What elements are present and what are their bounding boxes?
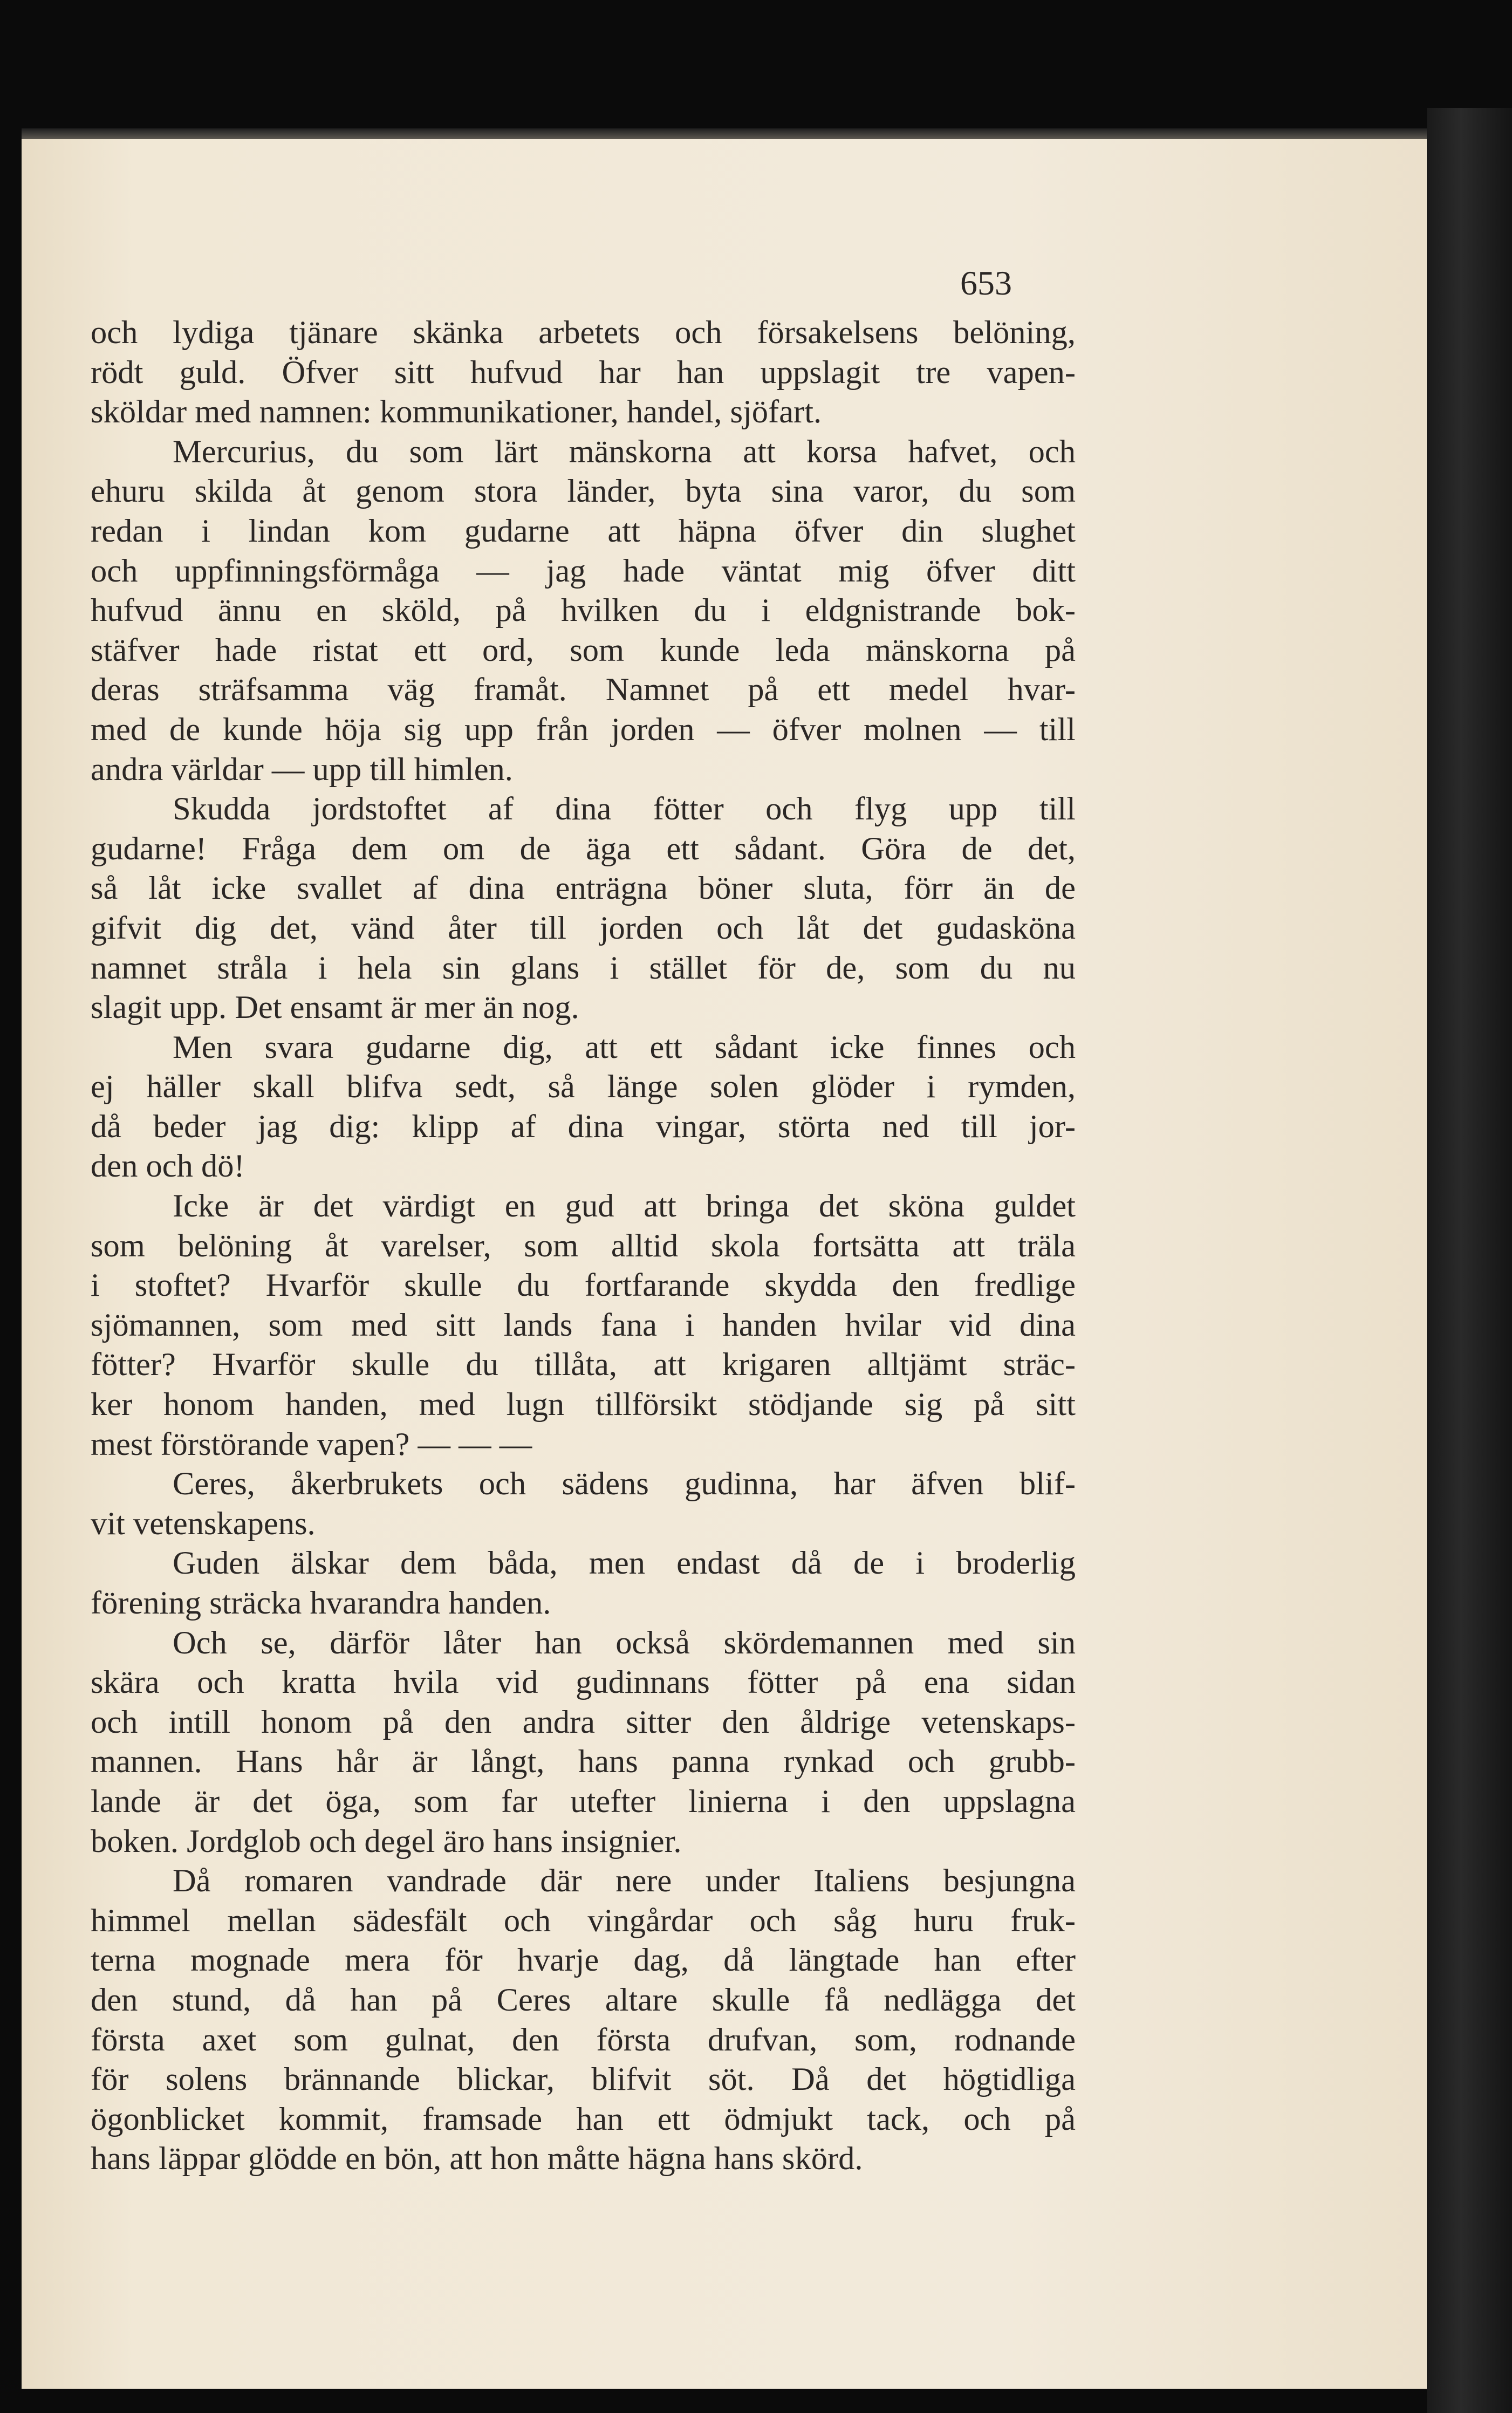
text-line: då beder jag dig: klipp af dina vingar, störta ned till jor- [91,1108,1076,1145]
text-line: och uppfinningsförmåga — jag hade väntat mig öfver ditt [91,552,1076,589]
text-line: andra världar — upp till himlen. [91,751,513,788]
text-line: boken. Jordglob och degel äro hans insignier. [91,1823,682,1860]
text-line: med de kunde höja sig upp från jorden — öfver molnen — till [91,711,1076,748]
text-line: den stund, då han på Ceres altare skulle få nedlägga det [91,1981,1076,2018]
text-line: deras sträfsamma väg framåt. Namnet på ett medel hvar- [91,672,1076,708]
text-line: för solens brännande blickar, blifvit söt. Då det högtidliga [91,2061,1076,2098]
text-line: fötter? Hvarför skulle du tillåta, att krigaren alltjämt sträc- [91,1346,1076,1383]
text-line: mannen. Hans hår är långt, hans panna rynkad och grubb- [91,1744,1076,1780]
text-line: hufvud ännu en sköld, på hvilken du i eldgnistrande bok- [91,592,1076,629]
text-line: hans läppar glödde en bön, att hon måtte hägna hans skörd. [91,2141,863,2177]
text-line: terna mognade mera för hvarje dag, då längtade han efter [91,1942,1076,1979]
text-line: och intill honom på den andra sitter den åldrige vetenskaps- [91,1704,1076,1740]
text-line: ögonblicket kommit, framsade han ett ödmjukt tack, och på [91,2101,1076,2137]
text-line: ker honom handen, med lugn tillförsikt stödjande sig på sitt [91,1386,1076,1423]
text-line: den och dö! [91,1148,245,1185]
text-line: som belöning åt varelser, som alltid skola fortsätta att träla [91,1227,1076,1264]
text-line: Mercurius, du som lärt mänskorna att korsa hafvet, och [173,433,1076,470]
text-line: sköldar med namnen: kommunikationer, handel, sjöfart. [91,394,822,430]
text-line: Men svara gudarne dig, att ett sådant icke finnes och [173,1029,1076,1065]
text-line: mest förstörande vapen? — — — [91,1426,532,1462]
page-number: 653 [960,264,1012,302]
book-spine [1427,108,1512,2413]
text-line: slagit upp. Det ensamt är mer än nog. [91,989,579,1026]
text-line: sjömannen, som med sitt lands fana i handen hvilar vid dina [91,1307,1076,1343]
text-line: och lydiga tjänare skänka arbetets och försakelsens belöning, [91,315,1076,351]
text-line: gudarne! Fråga dem om de äga ett sådant. Göra de det, [91,830,1076,867]
text-line: i stoftet? Hvarför skulle du fortfarande skydda den fredlige [91,1267,1076,1304]
body-text [91,313,1076,2179]
text-line: Ceres, åkerbrukets och sädens gudinna, har äfven blif- [173,1466,1076,1502]
text-line: lande är det öga, som far utefter linierna i den uppslagna [91,1783,1076,1820]
text-line: Guden älskar dem båda, men endast då de i broderlig [173,1545,1076,1582]
text-line: förening sträcka hvarandra handen. [91,1585,551,1621]
text-line: gifvit dig det, vänd åter till jorden och låt det gudasköna [91,910,1076,946]
text-line: skära och kratta hvila vid gudinnans fötter på ena sidan [91,1664,1076,1701]
text-line: rödt guld. Öfver sitt hufvud har han uppslagit tre vapen- [91,354,1076,391]
text-line: Icke är det värdigt en gud att bringa det sköna guldet [173,1188,1076,1225]
text-line: vit vetenskapens. [91,1505,316,1542]
text-line: Och se, därför låter han också skördemannen med sin [173,1624,1076,1661]
text-line: Skudda jordstoftet af dina fötter och flyg upp till [173,791,1076,828]
text-line: ej häller skall blifva sedt, så länge solen glöder i rymden, [91,1069,1076,1105]
text-line: stäfver hade ristat ett ord, som kunde leda mänskorna på [91,632,1076,668]
text-line: redan i lindan kom gudarne att häpna öfver din slughet [91,512,1076,549]
text-line: namnet stråla i hela sin glans i stället för de, som du nu [91,949,1076,986]
text-line: så låt icke svallet af dina enträgna böner sluta, förr än de [91,870,1076,907]
text-line: ehuru skilda åt genom stora länder, byta sina varor, du som [91,473,1076,510]
text-line: första axet som gulnat, den första drufvan, som, rodnande [91,2021,1076,2058]
text-line: Då romaren vandrade där nere under Italiens besjungna [173,1863,1076,1899]
text-line: himmel mellan sädesfält och vingårdar och såg huru fruk- [91,1902,1076,1939]
